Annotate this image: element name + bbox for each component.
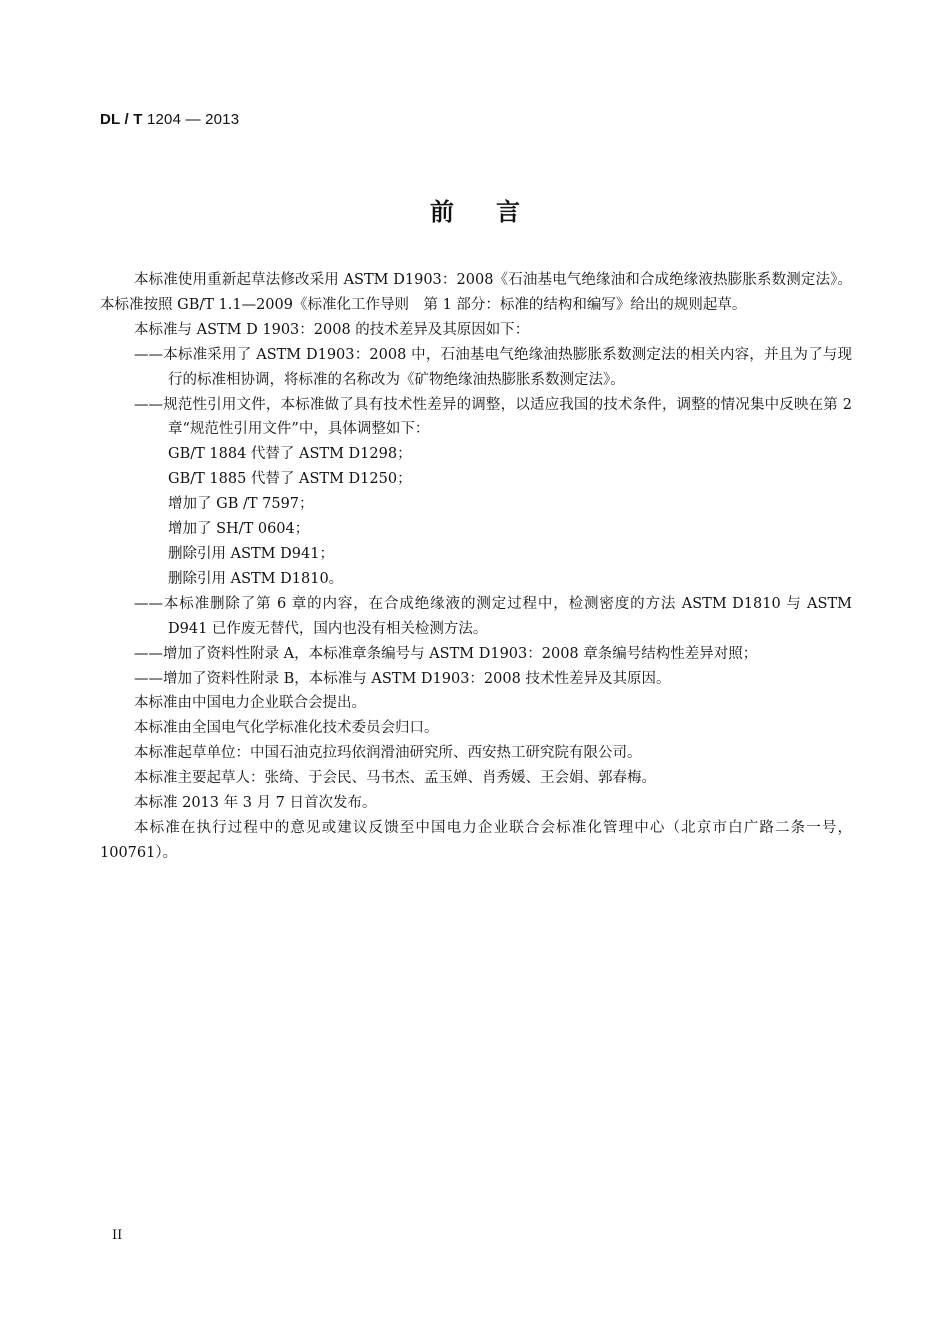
page-title: 前言 xyxy=(430,198,562,226)
paragraph: 本标准与 ASTM D 1903：2008 的技术差异及其原因如下： xyxy=(134,321,530,338)
dash-item: ——规范性引用文件，本标准做了具有技术性差异的调整，以适应我国的技术条件，调整的情况集中反映在第 2 章“规范性引用文件”中，具体调整如下： xyxy=(134,396,852,438)
sub-item: 删除引用 ASTM D941； xyxy=(168,545,334,562)
standard-code-prefix: DL / T xyxy=(100,111,143,128)
dash-item: ——增加了资料性附录 A，本标准章条编号与 ASTM D1903：2008 章条编号结构性差异对照； xyxy=(134,645,758,662)
paragraph: 本标准由全国电气化学标准化技术委员会归口。 xyxy=(134,720,439,737)
sub-item: 删除引用 ASTM D1810。 xyxy=(168,570,344,587)
standard-code-number: 1204 — 2013 xyxy=(142,111,240,128)
paragraph: 本标准在执行过程中的意见或建议反馈至中国电力企业联合会标准化管理中心（北京市白广路二条一号，100761）。 xyxy=(100,819,852,861)
dash-item: ——本标准采用了 ASTM D1903：2008 中，石油基电气绝缘油热膨胀系数测定法的相关内容，并且为了与现行的标准相协调，将标准的名称改为《矿物绝缘油热膨胀系数测定法》。 xyxy=(134,346,852,388)
paragraph: 本标准 2013 年 3 月 7 日首次发布。 xyxy=(134,795,377,812)
dash-item: ——增加了资料性附录 B，本标准与 ASTM D1903：2008 技术性差异及其原因。 xyxy=(134,670,671,687)
paragraph: 本标准主要起草人：张绮、于会民、马书杰、孟玉婵、肖秀媛、王会娟、郭春梅。 xyxy=(134,770,656,787)
dash-item: ——本标准删除了第 6 章的内容，在合成绝缘液的测定过程中，检测密度的方法 ASTM D1810 与 ASTM D941 已作废无替代，国内也没有相关检测方法。 xyxy=(134,595,852,637)
sub-item: GB/T 1884 代替了 ASTM D1298； xyxy=(168,446,412,463)
paragraph: 本标准使用重新起草法修改采用 ASTM D1903：2008《石油基电气绝缘油和合成绝缘液热膨胀系数测定法》。本标准按照 GB/T 1.1—2009《标准化工作导则 第 1 部分：标准的结构和编写》给出的规则起草。 xyxy=(100,272,852,313)
sub-item: GB/T 1885 代替了 ASTM D1250； xyxy=(168,471,412,488)
sub-item: 增加了 SH/T 0604； xyxy=(168,521,310,538)
paragraph: 本标准起草单位：中国石油克拉玛依润滑油研究所、西安热工研究院有限公司。 xyxy=(134,745,642,762)
paragraph: 本标准由中国电力企业联合会提出。 xyxy=(134,695,366,712)
standard-code xyxy=(100,111,239,128)
page-number: II xyxy=(112,1228,123,1243)
foreword-body xyxy=(100,268,852,866)
sub-item: 增加了 GB /T 7597； xyxy=(168,496,314,513)
